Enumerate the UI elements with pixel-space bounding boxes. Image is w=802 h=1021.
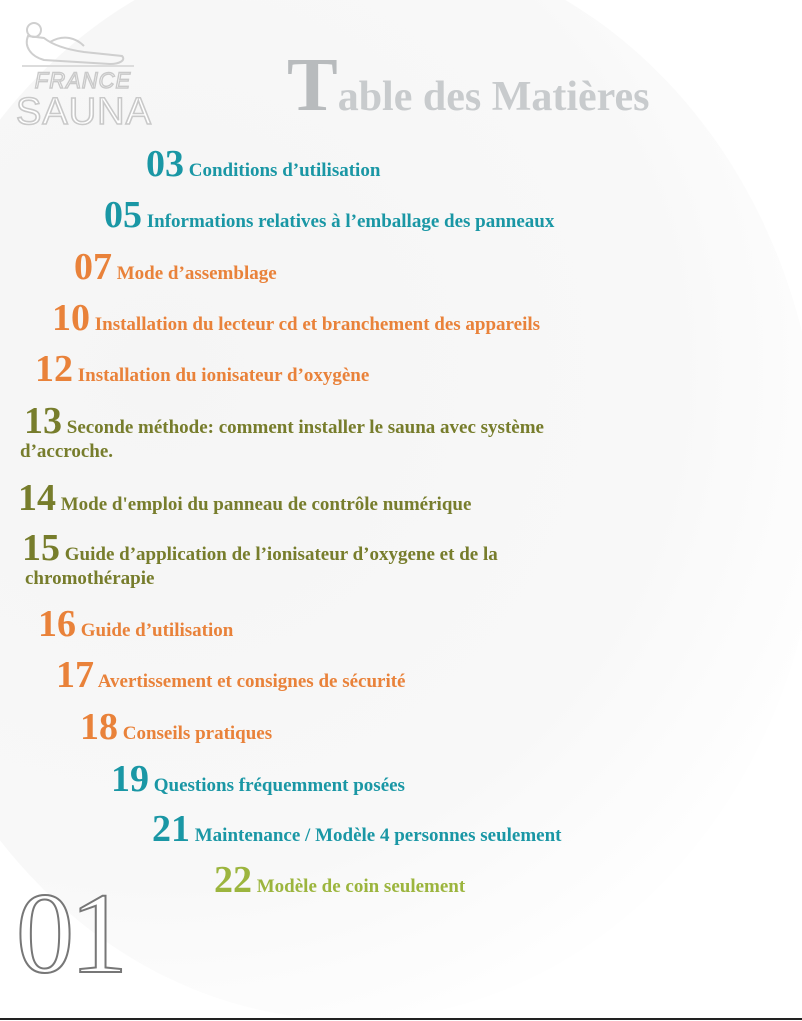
toc-entry[interactable]	[20, 400, 544, 464]
france-sauna-logo	[14, 16, 152, 134]
toc-entry-text: Maintenance / Modèle 4 personnes seulement	[194, 825, 562, 846]
toc-entry-text-continued: chromothérapie	[25, 568, 155, 589]
toc-entry-text: Avertissement et consignes de sécurité	[97, 671, 406, 692]
toc-entry-text: Mode d'emploi du panneau de contrôle numérique	[60, 494, 472, 515]
page-number: 01	[16, 870, 124, 998]
logo-text-sauna: SAUNA	[16, 91, 152, 133]
toc-entry[interactable]	[56, 654, 406, 696]
toc-page-number: 16	[38, 603, 76, 645]
toc-page-number: 17	[56, 654, 94, 696]
toc-entry-text: Questions fréquemment posées	[153, 775, 405, 796]
toc-entry[interactable]	[104, 194, 555, 236]
toc-page-number: 13	[24, 400, 62, 442]
toc-entry[interactable]	[22, 527, 498, 591]
toc-page-number: 19	[111, 758, 149, 800]
toc-entry[interactable]	[214, 859, 466, 901]
toc-entry-text-continued: d’accroche.	[20, 441, 114, 462]
toc-page-number: 22	[214, 859, 252, 901]
toc-page-number: 03	[146, 143, 184, 185]
toc-page-number: 18	[80, 706, 118, 748]
toc-entry-text: Seconde méthode: comment installer le sauna avec système	[66, 417, 544, 438]
toc-entry[interactable]	[18, 477, 472, 519]
toc-page-number: 05	[104, 194, 142, 236]
title-first-letter: T	[287, 43, 338, 127]
toc-entry-text: Guide d’application de l’ionisateur d’oxygene et de la	[64, 544, 498, 565]
page-title	[287, 42, 650, 129]
toc-entry-text: Mode d’assemblage	[116, 263, 277, 284]
toc-page-number: 15	[22, 527, 60, 569]
toc-page-number: 12	[35, 348, 73, 390]
toc-entry[interactable]	[80, 706, 273, 748]
toc-entry[interactable]	[146, 143, 381, 185]
toc-entry-text: Conditions d’utilisation	[188, 160, 381, 181]
toc-entry[interactable]	[35, 348, 370, 390]
toc-page-number: 21	[152, 808, 190, 850]
toc-entry[interactable]	[74, 246, 277, 288]
toc-entry[interactable]	[152, 808, 562, 850]
title-rest: able des Matières	[337, 74, 650, 120]
toc-page-number: 07	[74, 246, 112, 288]
toc-entry-text: Guide d’utilisation	[80, 620, 234, 641]
toc-entry[interactable]	[111, 758, 405, 800]
toc-entry-text: Installation du ionisateur d’oxygène	[77, 365, 370, 386]
logo-text-france: FRANCE	[34, 68, 132, 93]
toc-entry-text: Conseils pratiques	[122, 723, 273, 744]
toc-page-number: 14	[18, 477, 56, 519]
toc-entry[interactable]	[38, 603, 234, 645]
toc-entry[interactable]	[52, 297, 541, 339]
toc-entry-text: Informations relatives à l’emballage des panneaux	[146, 211, 555, 232]
reclining-figure-icon	[14, 16, 142, 76]
bottom-rule	[0, 1018, 802, 1020]
toc-entry-text: Installation du lecteur cd et branchement des appareils	[94, 314, 541, 335]
toc-page-number: 10	[52, 297, 90, 339]
toc-entry-text: Modèle de coin seulement	[256, 876, 466, 897]
